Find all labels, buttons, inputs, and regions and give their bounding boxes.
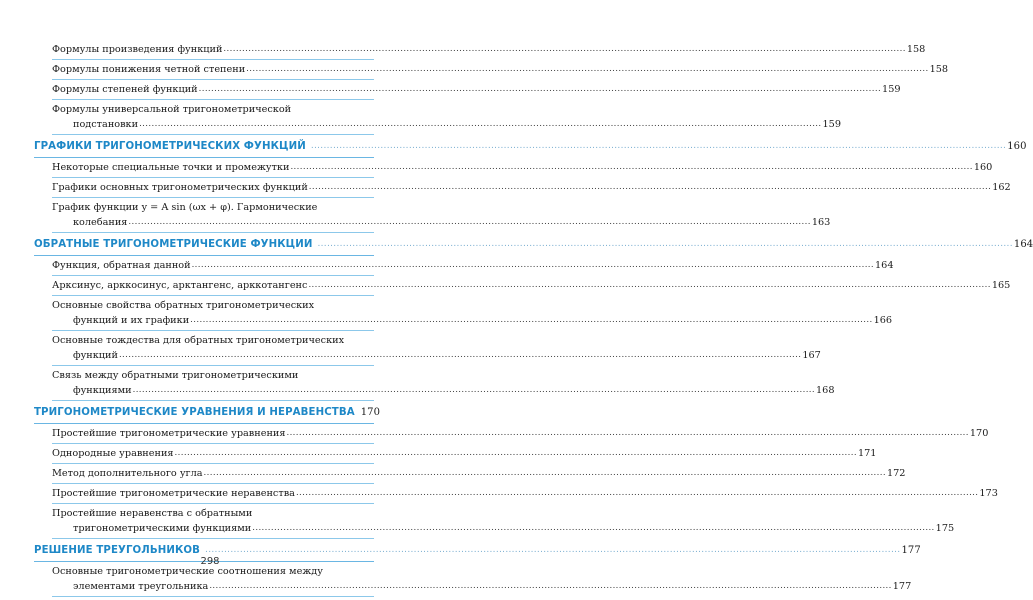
section-title: ГРАФИКИ ТРИГОНОМЕТРИЧЕСКИХ ФУНКЦИЙ (34, 141, 306, 152)
entry-title: Формулы степеней функций (52, 84, 198, 95)
leader-dots: ............................................................................................................................................................................................................................ (310, 141, 1007, 151)
section-title: ОБРАТНЫЕ ТРИГОНОМЕТРИЧЕСКИЕ ФУНКЦИИ (34, 239, 313, 250)
toc-entry[interactable] (52, 331, 821, 366)
leader-dots: ............................................................................................................................................................................................................................ (290, 162, 973, 172)
section-page-number: 170 (360, 407, 381, 418)
leader-dots: ............................................................................................................................................................................................................................ (205, 545, 901, 555)
entry-page-number: 172 (886, 468, 906, 479)
entry-title-line1: Основные свойства обратных тригонометрических (52, 300, 315, 311)
toc-entry[interactable] (52, 100, 841, 135)
leader-dots: ............................................................................................................................................................................................................................ (128, 217, 811, 227)
toc-entry[interactable] (52, 296, 893, 331)
leader-dots: ............................................................................................................................................................................................................................ (209, 581, 892, 591)
entry-page-number: 173 (979, 488, 998, 499)
toc-entry[interactable] (52, 366, 835, 401)
toc-entry[interactable] (52, 424, 989, 444)
leader-dots: ............................................................................................................................................................................................................................ (252, 523, 935, 533)
entry-page-number: 175 (935, 523, 955, 534)
leader-dots: ............................................................................................................................................................................................................................ (246, 64, 929, 74)
section-title: ТРИГОНОМЕТРИЧЕСКИЕ УРАВНЕНИЯ И НЕРАВЕНСТВА (34, 407, 355, 418)
leader-dots: ............................................................................................................................................................................................................................ (139, 119, 822, 129)
toc-entry[interactable] (52, 60, 949, 80)
section-heading[interactable] (34, 233, 1033, 256)
toc-entry[interactable] (52, 158, 993, 178)
entry-page-number: 165 (991, 280, 1011, 291)
table-of-contents (34, 40, 1033, 597)
entry-title-line1: Простейшие неравенства с обратными (52, 508, 253, 519)
entry-title-line1: График функции y = A sin (ωx + φ). Гармонические (52, 202, 318, 213)
entry-page-number: 158 (929, 64, 949, 75)
entry-page-number: 170 (969, 428, 989, 439)
section-title: РЕШЕНИЕ ТРЕУГОЛЬНИКОВ (34, 545, 201, 556)
toc-entry[interactable] (52, 276, 1011, 296)
entry-title: функций и их графики (73, 315, 190, 326)
leader-dots: ............................................................................................................................................................................................................................ (132, 385, 816, 395)
toc-entry[interactable] (52, 562, 912, 597)
entry-page-number: 167 (802, 350, 821, 361)
leader-dots: ............................................................................................................................................................................................................................ (118, 350, 802, 360)
section-page-number: 164 (1013, 239, 1033, 250)
toc-entry[interactable] (52, 256, 894, 276)
leader-dots: ............................................................................................................................................................................................................................ (223, 44, 906, 54)
entry-title: Метод дополнительного угла (52, 468, 203, 479)
entry-title: Формулы произведения функций (52, 44, 223, 55)
leader-dots: ............................................................................................................................................................................................................................ (191, 260, 874, 270)
entry-title: функциями (73, 385, 132, 396)
entry-title: Простейшие тригонометрические неравенства (52, 488, 295, 499)
entry-title: функций (73, 350, 118, 361)
entry-title: Некоторые специальные точки и промежутки (52, 162, 290, 173)
entry-page-number: 159 (822, 119, 841, 130)
leader-dots: ............................................................................................................................................................................................................................ (317, 239, 1013, 249)
leader-dots: ............................................................................................................................................................................................................................ (286, 428, 969, 438)
entry-title: тригонометрическими функциями (73, 523, 252, 534)
entry-title: Однородные уравнения (52, 448, 174, 459)
toc-entry[interactable] (52, 40, 926, 60)
toc-entry[interactable] (52, 504, 955, 539)
entry-page-number: 166 (873, 315, 893, 326)
entry-page-number: 177 (892, 581, 912, 592)
entry-title: элементами треугольника (73, 581, 209, 592)
entry-title-line1: Связь между обратными тригонометрическими (52, 370, 299, 381)
leader-dots: ............................................................................................................................................................................................................................ (295, 488, 979, 498)
entry-page-number: 164 (875, 260, 894, 271)
toc-entry[interactable] (52, 178, 1011, 198)
toc-entry[interactable] (52, 80, 901, 100)
section-heading[interactable] (34, 135, 1027, 158)
entry-page-number: 159 (882, 84, 901, 95)
leader-dots: ............................................................................................................................................................................................................................ (308, 182, 992, 192)
entry-title: Арксинус, арккосинус, арктангенс, арккотангенс (52, 280, 308, 291)
entry-page-number: 171 (857, 448, 877, 459)
toc-entry[interactable] (52, 484, 998, 504)
entry-page-number: 158 (906, 44, 926, 55)
section-page-number: 177 (901, 545, 921, 556)
entry-title: Функция, обратная данной (52, 260, 191, 271)
entry-page-number: 162 (992, 182, 1011, 193)
page-number: 298 (200, 556, 220, 567)
entry-page-number: 163 (811, 217, 831, 228)
entry-title-line1: Формулы универсальной тригонометрической (52, 104, 292, 115)
entry-title-line1: Основные тригонометрические соотношения между (52, 566, 323, 577)
leader-dots: ............................................................................................................................................................................................................................ (308, 280, 991, 290)
entry-title: Формулы понижения четной степени (52, 64, 246, 75)
leader-dots: ............................................................................................................................................................................................................................ (203, 468, 886, 478)
leader-dots: ............................................................................................................................................................................................................................ (190, 315, 873, 325)
toc-entry[interactable] (52, 444, 877, 464)
section-page-number: 160 (1007, 141, 1027, 152)
leader-dots: ............................................................................................................................................................................................................................ (174, 448, 857, 458)
entry-title: колебания (73, 217, 128, 228)
toc-entry[interactable] (52, 464, 906, 484)
entry-title: Простейшие тригонометрические уравнения (52, 428, 286, 439)
entry-page-number: 168 (816, 385, 835, 396)
entry-page-number: 160 (973, 162, 993, 173)
entry-title: подстановки (73, 119, 139, 130)
leader-dots: ............................................................................................................................................................................................................................ (198, 84, 882, 94)
section-heading[interactable] (34, 401, 381, 424)
toc-entry[interactable] (52, 198, 831, 233)
entry-title: Графики основных тригонометрических функций (52, 182, 308, 193)
entry-title-line1: Основные тождества для обратных тригонометрических (52, 335, 345, 346)
